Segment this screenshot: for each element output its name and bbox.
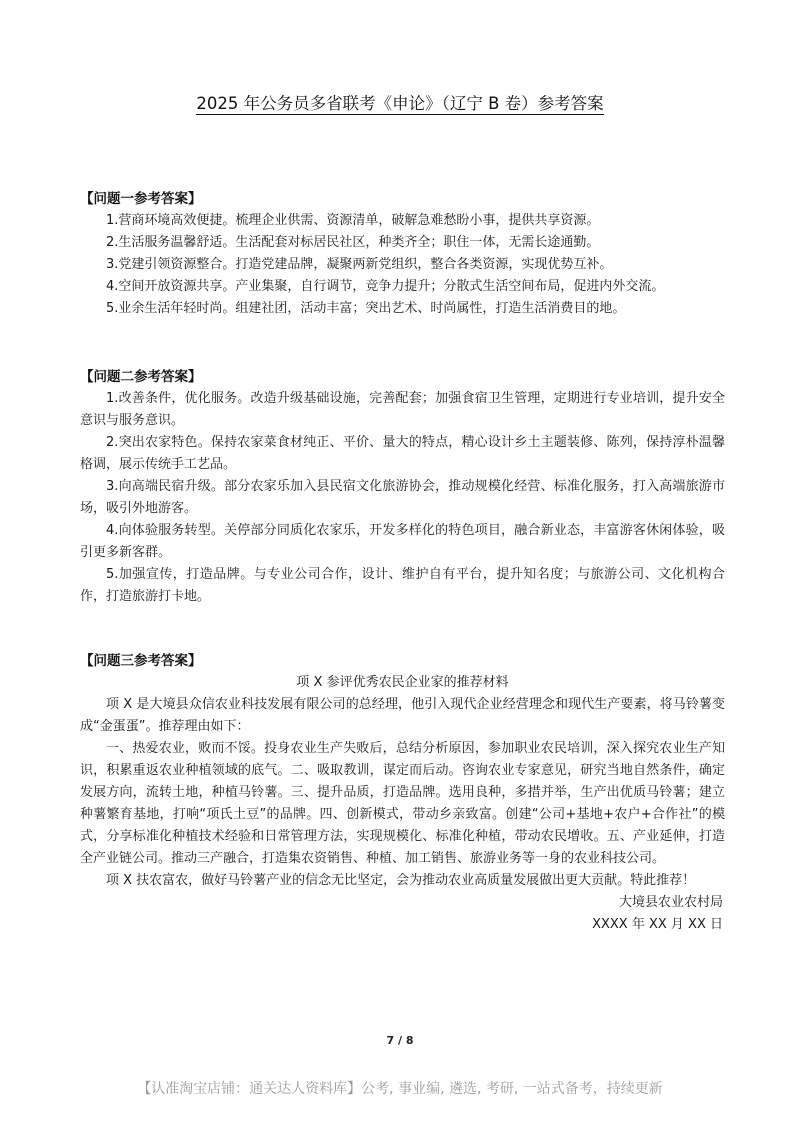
answer-1-item-3: 3.党建引领资源整合。打造党建品牌，凝聚两新党组织，整合各类资源，实现优势互补。 — [106, 257, 613, 272]
recommendation-paragraph-2: 一、热爱农业，败而不馁。投身农业生产失败后，总结分析原因，参加职业农民培训，深入探究农业生产知识，积累重返农业种植领域的底气。二、吸取教训，谋定而后动。咨询农业专家意见，研究当地自然条件，确定发展方向，流转土地，种植马铃薯。三、提升品质，打造品牌。选用良种，多措并举，生产出优质马铃薯；建立种薯繁育基地，打响“项氏土豆”的品牌。四、创新模式，带动乡亲致富。创建“公司+基地+农户+合作社”的模式，分享标准化种植技术经验和日常管理方法，实现规模化、标准化种植，带动农民增收。五、产业延伸，打造全产业链公司。推动三产融合，打造集农资销售、种植、加工销售、旅游业务等一身的农业科技公司。 — [80, 741, 725, 866]
recommendation-paragraph-3: 项 X 扶农富农，做好马铃薯产业的信念无比坚定，会为推动农业高质量发展做出更大贡献。特此推荐！ — [106, 873, 696, 888]
section-heading-3: 【问题三参考答案】 — [80, 653, 202, 669]
answer-2-item-5: 5.加强宣传，打造品牌。与专业公司合作，设计、维护自有平台，提升知名度；与旅游公司、文化机构合作，打造旅游打卡地。 — [80, 567, 725, 604]
recommendation-paragraph-1: 项 X 是大境县众信农业科技发展有限公司的总经理，他引入现代企业经营理念和现代生产要素，将马铃薯变成“金蛋蛋”。推荐理由如下： — [80, 697, 725, 734]
section-heading-1: 【问题一参考答案】 — [80, 191, 202, 207]
document-title-text: 2025 年公务员多省联考《申论》（辽宁 B 卷）参考答案 — [196, 94, 604, 113]
answer-section-2 — [80, 366, 725, 608]
signature-organization: 大境县农业农村局 — [618, 895, 723, 910]
answer-section-3 — [80, 650, 725, 936]
answer-section-1 — [80, 188, 725, 320]
answer-1-item-2: 2.生活服务温馨舒适。生活配套对标居民社区，种类齐全；职住一体，无需长途通勤。 — [106, 235, 600, 250]
signature-date: XXXX 年 XX 月 XX 日 — [592, 917, 723, 932]
answer-2-item-1: 1.改善条件，优化服务。改造升级基础设施，完善配套；加强食宿卫生管理，定期进行专业培训，提升安全意识与服务意识。 — [80, 391, 725, 428]
recommendation-title: 项 X 参评优秀农民企业家的推荐材料 — [296, 675, 509, 690]
document-title — [0, 90, 800, 114]
answer-2-item-4: 4.向体验服务转型。关停部分同质化农家乐，开发多样化的特色项目，融合新业态，丰富游客休闲体验，吸引更多新客群。 — [80, 523, 725, 560]
answer-2-item-3: 3.向高端民宿升级。部分农家乐加入县民宿文化旅游协会，推动规模化经营、标准化服务，打入高端旅游市场，吸引外地游客。 — [80, 479, 725, 516]
answer-2-item-2: 2.突出农家特色。保持农家菜食材纯正、平价、量大的特点，精心设计乡土主题装修、陈列，保持淳朴温馨格调，展示传统手工艺品。 — [80, 435, 725, 472]
answer-1-item-1: 1.营商环境高效便捷。梳理企业供需、资源清单，破解急难愁盼小事，提供共享资源。 — [106, 213, 600, 228]
page-number: 7 / 8 — [386, 1034, 414, 1047]
answer-1-item-4: 4.空间开放资源共享。产业集聚，自行调节，竞争力提升；分散式生活空间布局，促进内外交流。 — [106, 279, 665, 294]
footer-watermark: 【认准淘宝店铺：通关达人资料库】公考, 事业编, 遴选, 考研, 一站式备考，持续更新 — [137, 1081, 663, 1097]
section-heading-2: 【问题二参考答案】 — [80, 369, 202, 385]
answer-1-item-5: 5.业余生活年轻时尚。组建社团，活动丰富；突出艺术、时尚属性，打造生活消费目的地。 — [106, 301, 626, 316]
